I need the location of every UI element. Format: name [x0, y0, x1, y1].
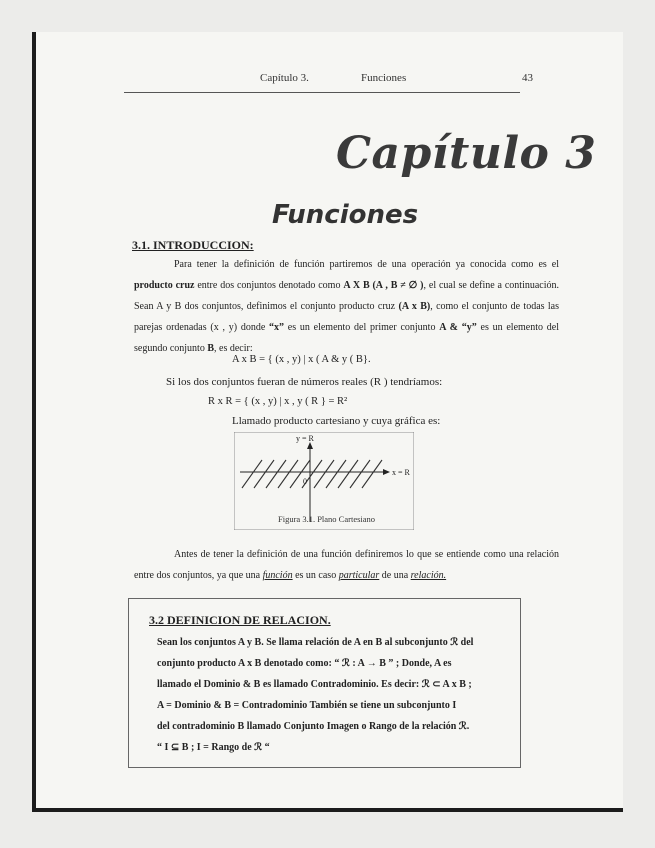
chapter-subtitle: Funciones	[272, 200, 419, 230]
definition-box	[128, 598, 521, 768]
formula-axb: A x B = { (x , y) | x ( A & y ( B}.	[232, 354, 371, 365]
origin-label: 0	[303, 477, 307, 486]
text: Para tener la definición de función partiremos de una operación ya conocida como es el	[174, 259, 559, 270]
hatch-line	[326, 460, 346, 488]
relation-intro-paragraph	[134, 544, 559, 586]
hatch-line	[242, 460, 262, 488]
text-bold: A &	[439, 322, 458, 333]
chapter-title: Capítulo 3	[336, 128, 597, 179]
definition-line: Sean los conjuntos A y B. Se llama relación de A en B al subconjunto ℛ del	[157, 637, 474, 648]
definition-line: “ I ⊆ B ; I = Rango de ℛ “	[157, 742, 270, 753]
underlined-term-funcion: función	[262, 570, 293, 581]
underlined-term-relacion: relación.	[410, 570, 447, 581]
formula-rxr: R x R = { (x , y) | x , y ( R } = R²	[208, 396, 348, 407]
text: entre dos conjuntos denotado como	[194, 280, 344, 291]
text: Antes de tener la definición de una función definiremos lo que se entiende como una relación entre dos conjuntos, ya que una	[134, 549, 559, 581]
text-bold: producto cruz	[134, 280, 195, 291]
text: , como el conjunto de todas las parejas ordenadas (x , y) donde	[134, 301, 559, 333]
definition-heading: 3.2 DEFINICION DE RELACION.	[149, 613, 331, 627]
text-bold: “x”	[269, 322, 285, 333]
section-heading: 3.1. INTRODUCCION:	[132, 238, 254, 252]
definition-line: A = Dominio & B = Contradominio También se tiene un subconjunto I	[157, 700, 457, 711]
hatch-line	[290, 460, 310, 488]
hatch-line	[338, 460, 358, 488]
hatch-line	[254, 460, 274, 488]
text: es un elemento del segundo conjunto	[134, 322, 559, 354]
text-bold: “y”	[461, 322, 477, 333]
text-bold: (A x B)	[398, 301, 431, 312]
hatch-lines	[242, 460, 382, 488]
y-axis-label: y = R	[296, 434, 314, 443]
text-bold: B	[207, 343, 214, 354]
x-axis-arrow	[383, 469, 390, 475]
header-rule	[124, 92, 520, 93]
text: , el cual se define a continuación. Sean A y B dos conjuntos, definimos el conjunto producto cruz	[134, 280, 559, 312]
hatch-line	[266, 460, 286, 488]
intro-paragraph	[134, 254, 559, 359]
hatch-line	[278, 460, 298, 488]
hatch-line	[314, 460, 334, 488]
y-axis-arrow	[307, 442, 313, 449]
text: es un caso	[292, 570, 339, 581]
text: es un elemento del primer conjunto	[284, 322, 440, 333]
definition-line: del contradominio B llamado Conjunto Imagen o Rango de la relación ℛ.	[157, 721, 470, 732]
hatch-line	[350, 460, 370, 488]
x-axis-label: x = R	[392, 468, 410, 477]
header-chapter: Capítulo 3.	[260, 72, 309, 84]
underlined-term-particular: particular	[338, 570, 380, 581]
intro-line-3: Llamado producto cartesiano y cuya gráfica es:	[232, 415, 441, 427]
page-number: 43	[522, 72, 533, 84]
definition-line: conjunto producto A x B denotado como: “ ℛ : A → B ” ; Donde, A es	[157, 658, 452, 669]
hatch-line	[362, 460, 382, 488]
figure-caption: Figura 3.1. Plano Cartesiano	[278, 514, 376, 524]
book-page	[32, 32, 623, 812]
intro-line-2: Si los dos conjuntos fueran de números reales (R ) tendríamos:	[166, 376, 443, 388]
header-topic: Funciones	[361, 72, 407, 84]
definition-line: llamado el Dominio & B es llamado Contradominio. Es decir: ℛ ⊂ A x B ;	[157, 679, 472, 690]
text-bold: A X B (A , B ≠ ∅ )	[343, 280, 424, 291]
text: , es decir:	[214, 343, 253, 354]
text: de una	[379, 570, 411, 581]
